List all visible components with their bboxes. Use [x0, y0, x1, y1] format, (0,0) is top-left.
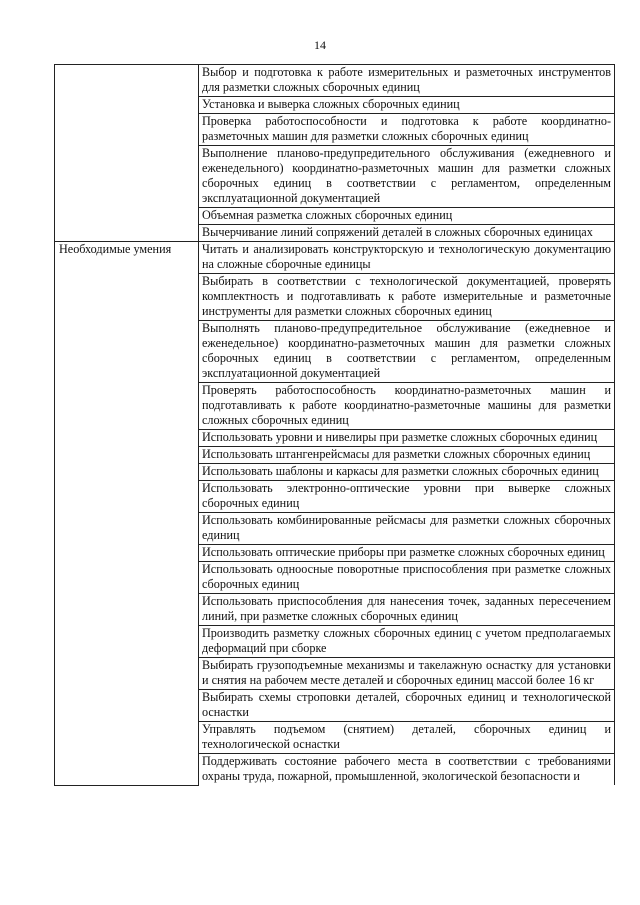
row-text: Производить разметку сложных сборочных единиц с учетом предполагаемых деформаций при сборке — [199, 626, 615, 658]
page-number: 14 — [314, 38, 326, 52]
row-text: Установка и выверка сложных сборочных единиц — [199, 97, 615, 114]
row-text: Выполнять планово-предупредительное обслуживание (ежедневное и еженедельное) координатно-разметочных машин для разметки сложных сборочных единиц в соответствии с регламентом, определенным эксплуатационной документацией — [199, 321, 615, 383]
row-text: Выбор и подготовка к работе измерительных и разметочных инструментов для разметки сложных сборочных единиц — [199, 65, 615, 97]
row-text: Управлять подъемом (снятием) деталей, сборочных единиц и технологической оснастки — [199, 722, 615, 754]
row-text: Выбирать грузоподъемные механизмы и такелажную оснастку для установки и снятия на рабочем месте деталей и сборочных единиц массой более 16 кг — [199, 658, 615, 690]
row-text: Использовать электронно-оптические уровни при выверке сложных сборочных единиц — [199, 481, 615, 513]
table-body — [55, 65, 615, 786]
row-text: Проверять работоспособность координатно-разметочных машин и подготавливать к работе координатно-разметочные машины для разметки сложных сборочных единиц — [199, 383, 615, 430]
row-text: Использовать штангенрейсмасы для разметки сложных сборочных единиц — [199, 447, 615, 464]
row-text: Вычерчивание линий сопряжений деталей в сложных сборочных единицах — [199, 225, 615, 242]
row-text: Проверка работоспособности и подготовка к работе координатно-разметочных машин для разметки сложных сборочных единиц — [199, 114, 615, 146]
row-text: Использовать комбинированные рейсмасы для разметки сложных сборочных единиц — [199, 513, 615, 545]
row-text: Выполнение планово-предупредительного обслуживания (ежедневного и еженедельного) координатно-разметочных машин для разметки сложных сборочных единиц в соответствии с регламентом, определенным эксплуатационной документацией — [199, 146, 615, 208]
row-text: Использовать шаблоны и каркасы для разметки сложных сборочных единиц — [199, 464, 615, 481]
row-text: Поддерживать состояние рабочего места в соответствии с требованиями охраны труда, пожарной, промышленной, экологической безопасности и — [199, 754, 615, 786]
row-label: Необходимые умения — [55, 242, 199, 786]
row-text: Использовать приспособления для нанесения точек, заданных пересечением линий, при разметке сложных сборочных единиц — [199, 594, 615, 626]
table-row — [55, 65, 615, 97]
competency-table — [54, 64, 615, 786]
table-row — [55, 242, 615, 274]
row-text: Выбирать в соответствии с технологической документацией, проверять комплектность и подготавливать к работе измерительные и разметочные инструменты для разметки сложных сборочных единиц — [199, 274, 615, 321]
row-text: Читать и анализировать конструкторскую и технологическую документацию на сложные сборочные единицы — [199, 242, 615, 274]
row-text: Выбирать схемы строповки деталей, сборочных единиц и технологической оснастки — [199, 690, 615, 722]
row-text: Использовать одноосные поворотные приспособления при разметке сложных сборочных единиц — [199, 562, 615, 594]
row-text: Объемная разметка сложных сборочных единиц — [199, 208, 615, 225]
row-text: Использовать оптические приборы при разметке сложных сборочных единиц — [199, 545, 615, 562]
row-label — [55, 65, 199, 242]
row-text: Использовать уровни и нивелиры при разметке сложных сборочных единиц — [199, 430, 615, 447]
